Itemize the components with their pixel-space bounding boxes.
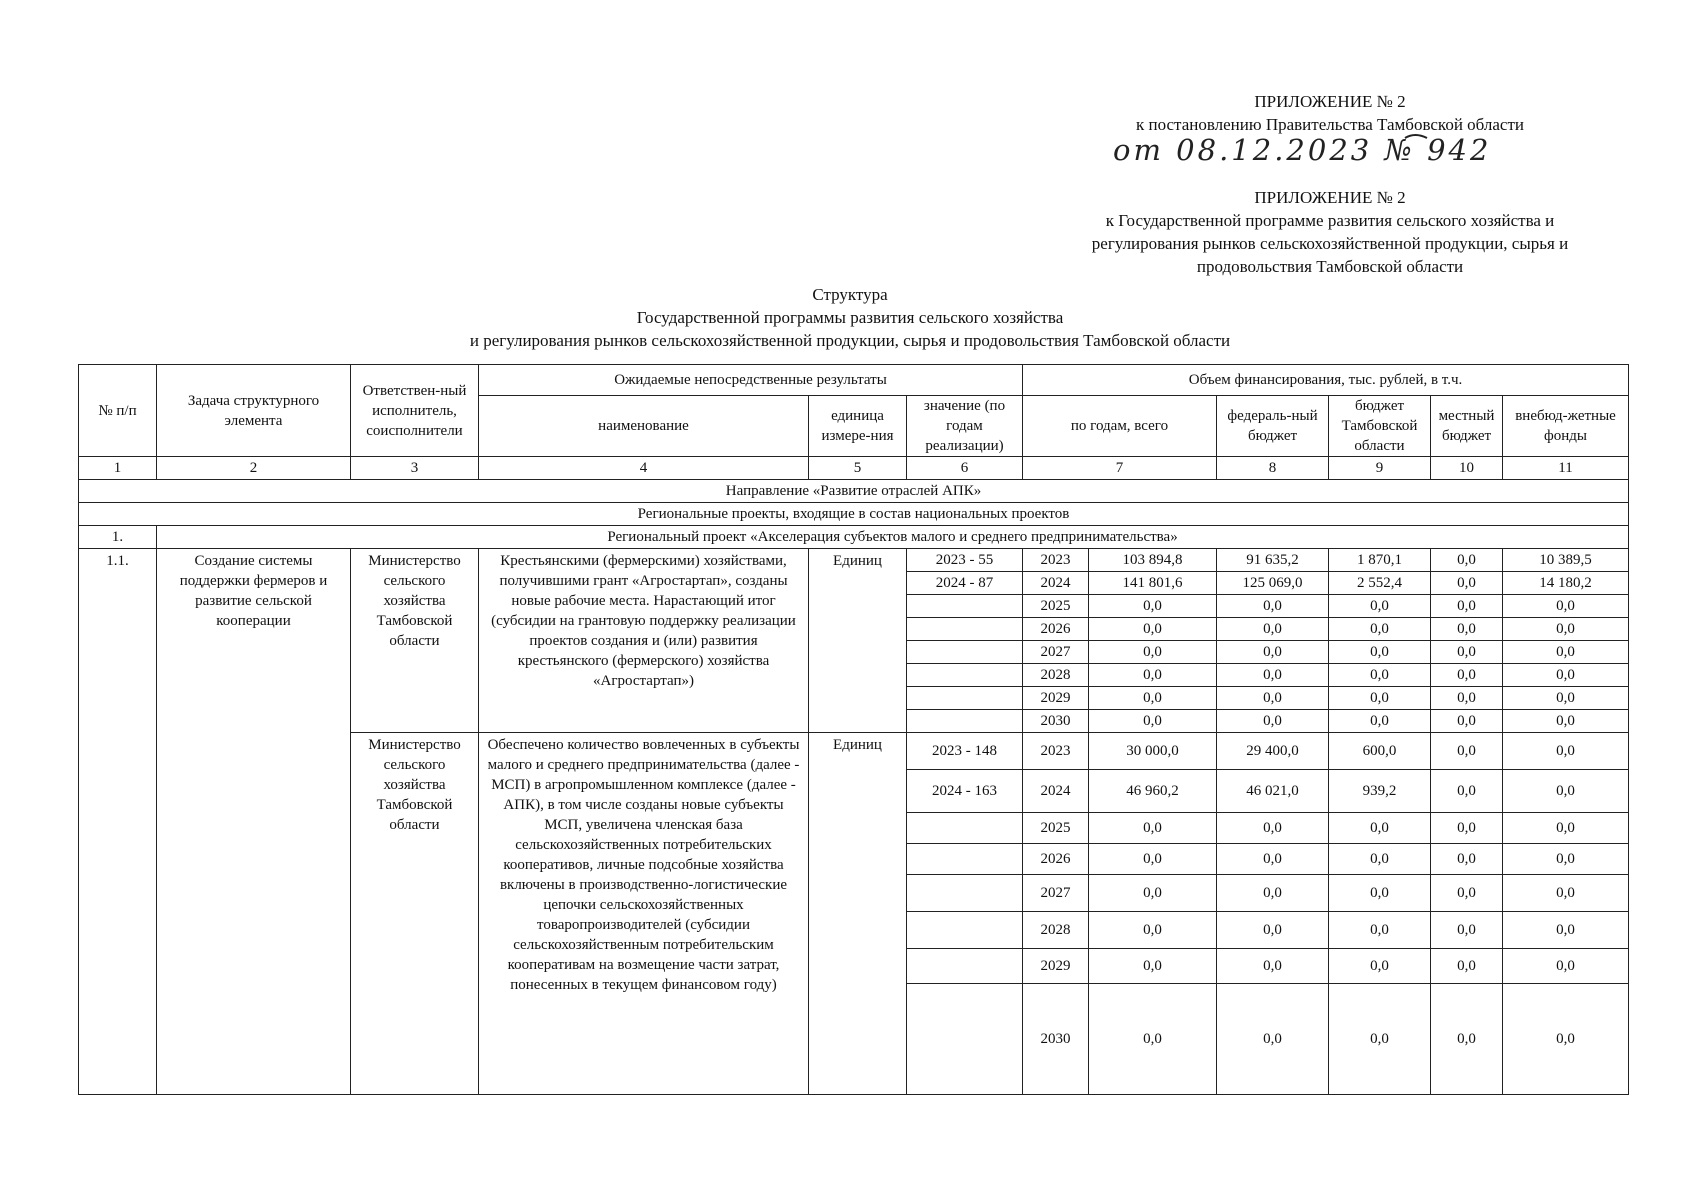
value-cell [907, 687, 1023, 710]
column-number: 3 [351, 457, 479, 480]
regional-cell: 0,0 [1329, 618, 1431, 641]
federal-cell: 0,0 [1217, 813, 1329, 844]
year-cell: 2029 [1023, 949, 1089, 984]
federal-cell: 0,0 [1217, 664, 1329, 687]
year-cell: 2024 [1023, 770, 1089, 813]
total-cell: 0,0 [1089, 664, 1217, 687]
year-cell: 2024 [1023, 572, 1089, 595]
local-cell: 0,0 [1431, 949, 1503, 984]
total-cell: 0,0 [1089, 949, 1217, 984]
title-line: Государственной программы развития сельского хозяйства [636, 308, 1064, 327]
total-cell: 0,0 [1089, 912, 1217, 949]
local-cell: 0,0 [1431, 813, 1503, 844]
local-cell: 0,0 [1431, 875, 1503, 912]
project-number: 1. [79, 526, 157, 549]
local-cell: 0,0 [1431, 912, 1503, 949]
offbudget-cell: 0,0 [1503, 912, 1629, 949]
value-cell [907, 664, 1023, 687]
block2-result: Обеспечено количество вовлеченных в субъекты малого и среднего предпринимательства (далее - МСП) в агропромышленном комплексе (далее - АПК), в том числе созданы новые субъекты МСП, увеличена членская база сельскохозяйственных потребительских кооперативов, личные подсобные хозяйства включены в производственно-логистические цепочки сельскохозяйственных товаропроизводителей (субсидии сельскохозяйственным потребительским кооперативам на возмещение части затрат, понесенных в текущем финансовом году) [479, 733, 809, 1095]
federal-cell: 91 635,2 [1217, 549, 1329, 572]
appendix-subtitle: к Государственной программе развития сельского хозяйства и [1105, 211, 1555, 230]
total-cell: 30 000,0 [1089, 733, 1217, 770]
regional-cell: 600,0 [1329, 733, 1431, 770]
regional-cell: 0,0 [1329, 844, 1431, 875]
value-cell [907, 949, 1023, 984]
total-cell: 0,0 [1089, 618, 1217, 641]
header-financing: Объем финансирования, тыс. рублей, в т.ч. [1023, 365, 1629, 396]
offbudget-cell: 0,0 [1503, 710, 1629, 733]
column-number: 9 [1329, 457, 1431, 480]
offbudget-cell: 10 389,5 [1503, 549, 1629, 572]
offbudget-cell: 0,0 [1503, 618, 1629, 641]
offbudget-cell: 0,0 [1503, 813, 1629, 844]
offbudget-cell: 14 180,2 [1503, 572, 1629, 595]
federal-cell: 125 069,0 [1217, 572, 1329, 595]
value-cell [907, 641, 1023, 664]
task-name: Создание системы поддержки фермеров и развитие сельской кооперации [157, 549, 351, 1095]
regional-cell: 0,0 [1329, 687, 1431, 710]
block1-result: Крестьянскими (фермерскими) хозяйствами, получившими грант «Агростартап», созданы новые рабочие места. Нарастающий итог (субсидии на грантовую поддержку реализации проектов создания и (или) развития крестьянского (фермерского) хозяйства «Агростартап») [479, 549, 809, 733]
year-cell: 2027 [1023, 641, 1089, 664]
appendix-subtitle: к постановлению Правительства Тамбовской области [1135, 115, 1525, 134]
federal-cell: 29 400,0 [1217, 733, 1329, 770]
year-cell: 2026 [1023, 618, 1089, 641]
value-cell [907, 875, 1023, 912]
value-cell [907, 595, 1023, 618]
federal-cell: 0,0 [1217, 641, 1329, 664]
value-cell: 2024 - 163 [907, 770, 1023, 813]
federal-cell: 0,0 [1217, 595, 1329, 618]
regional-projects-row: Региональные проекты, входящие в состав национальных проектов [79, 503, 1629, 526]
regional-cell: 0,0 [1329, 664, 1431, 687]
federal-cell: 0,0 [1217, 687, 1329, 710]
project-name: Региональный проект «Акселерация субъектов малого и среднего предпринимательства» [157, 526, 1629, 549]
block2-executor: Министерство сельского хозяйства Тамбовской области [351, 733, 479, 1095]
offbudget-cell: 0,0 [1503, 664, 1629, 687]
document-title [300, 283, 1400, 352]
year-cell: 2025 [1023, 595, 1089, 618]
federal-cell: 0,0 [1217, 912, 1329, 949]
federal-cell: 0,0 [1217, 984, 1329, 1095]
year-cell: 2030 [1023, 710, 1089, 733]
regional-cell: 0,0 [1329, 641, 1431, 664]
header-value: значение (по годам реализации) [907, 396, 1023, 457]
header-unit: единица измере-ния [809, 396, 907, 457]
svg-text:от 08.12.2023 № 942: от 08.12.2023 № 942 [1113, 133, 1492, 167]
total-cell: 0,0 [1089, 710, 1217, 733]
value-cell [907, 618, 1023, 641]
appendix-subtitle: регулирования рынков сельскохозяйственной продукции, сырья и [1091, 234, 1569, 253]
federal-cell: 0,0 [1217, 875, 1329, 912]
regional-cell: 0,0 [1329, 813, 1431, 844]
regional-cell: 2 552,4 [1329, 572, 1431, 595]
offbudget-cell: 0,0 [1503, 595, 1629, 618]
year-cell: 2030 [1023, 984, 1089, 1095]
federal-cell: 0,0 [1217, 618, 1329, 641]
offbudget-cell: 0,0 [1503, 733, 1629, 770]
total-cell: 141 801,6 [1089, 572, 1217, 595]
column-number: 4 [479, 457, 809, 480]
local-cell: 0,0 [1431, 710, 1503, 733]
regional-cell: 0,0 [1329, 912, 1431, 949]
local-cell: 0,0 [1431, 770, 1503, 813]
appendix-number: ПРИЛОЖЕНИЕ № 2 [1254, 92, 1406, 111]
column-number: 1 [79, 457, 157, 480]
header-num: № п/п [79, 365, 157, 457]
header-expected-results: Ожидаемые непосредственные результаты [479, 365, 1023, 396]
offbudget-cell: 0,0 [1503, 875, 1629, 912]
local-cell: 0,0 [1431, 733, 1503, 770]
header-executor: Ответствен-ный исполнитель, соисполнители [351, 365, 479, 457]
local-cell: 0,0 [1431, 844, 1503, 875]
appendix-subtitle: продовольствия Тамбовской области [1196, 257, 1464, 276]
value-cell [907, 912, 1023, 949]
value-cell: 2023 - 55 [907, 549, 1023, 572]
header-task: Задача структурного элемента [157, 365, 351, 457]
year-cell: 2025 [1023, 813, 1089, 844]
federal-cell: 0,0 [1217, 949, 1329, 984]
appendix-number: ПРИЛОЖЕНИЕ № 2 [1254, 188, 1406, 207]
header-offbudget: внебюд-жетные фонды [1503, 396, 1629, 457]
value-cell [907, 844, 1023, 875]
regional-cell: 939,2 [1329, 770, 1431, 813]
local-cell: 0,0 [1431, 641, 1503, 664]
federal-cell: 46 021,0 [1217, 770, 1329, 813]
year-cell: 2028 [1023, 664, 1089, 687]
federal-cell: 0,0 [1217, 844, 1329, 875]
federal-cell: 0,0 [1217, 710, 1329, 733]
local-cell: 0,0 [1431, 549, 1503, 572]
value-cell [907, 813, 1023, 844]
column-number: 2 [157, 457, 351, 480]
header-local: местный бюджет [1431, 396, 1503, 457]
regional-cell: 0,0 [1329, 984, 1431, 1095]
handwritten-signature [1105, 130, 1525, 172]
column-number: 6 [907, 457, 1023, 480]
header-federal: федераль-ный бюджет [1217, 396, 1329, 457]
block1-executor: Министерство сельского хозяйства Тамбовской области [351, 549, 479, 733]
value-cell [907, 710, 1023, 733]
total-cell: 0,0 [1089, 813, 1217, 844]
year-cell: 2023 [1023, 549, 1089, 572]
total-cell: 46 960,2 [1089, 770, 1217, 813]
offbudget-cell: 0,0 [1503, 770, 1629, 813]
block2-unit: Единиц [809, 733, 907, 1095]
block1-unit: Единиц [809, 549, 907, 733]
year-cell: 2023 [1023, 733, 1089, 770]
structure-table [78, 364, 1629, 1095]
local-cell: 0,0 [1431, 687, 1503, 710]
offbudget-cell: 0,0 [1503, 641, 1629, 664]
local-cell: 0,0 [1431, 664, 1503, 687]
total-cell: 0,0 [1089, 595, 1217, 618]
value-cell [907, 984, 1023, 1095]
column-number: 11 [1503, 457, 1629, 480]
offbudget-cell: 0,0 [1503, 844, 1629, 875]
regional-cell: 0,0 [1329, 595, 1431, 618]
task-number: 1.1. [79, 549, 157, 1095]
local-cell: 0,0 [1431, 984, 1503, 1095]
title-line: и регулирования рынков сельскохозяйственной продукции, сырья и продовольствия Тамбовской области [469, 331, 1231, 350]
regional-cell: 0,0 [1329, 949, 1431, 984]
year-cell: 2029 [1023, 687, 1089, 710]
total-cell: 0,0 [1089, 641, 1217, 664]
local-cell: 0,0 [1431, 572, 1503, 595]
offbudget-cell: 0,0 [1503, 984, 1629, 1095]
column-number: 5 [809, 457, 907, 480]
header-name: наименование [479, 396, 809, 457]
total-cell: 0,0 [1089, 984, 1217, 1095]
local-cell: 0,0 [1431, 618, 1503, 641]
year-cell: 2028 [1023, 912, 1089, 949]
offbudget-cell: 0,0 [1503, 687, 1629, 710]
total-cell: 0,0 [1089, 687, 1217, 710]
appendix-header-program [1030, 186, 1630, 278]
total-cell: 0,0 [1089, 875, 1217, 912]
value-cell: 2023 - 148 [907, 733, 1023, 770]
year-cell: 2026 [1023, 844, 1089, 875]
handwritten-date-number [1105, 130, 1525, 172]
local-cell: 0,0 [1431, 595, 1503, 618]
column-number: 8 [1217, 457, 1329, 480]
regional-cell: 0,0 [1329, 875, 1431, 912]
direction-row: Направление «Развитие отраслей АПК» [79, 480, 1629, 503]
year-cell: 2027 [1023, 875, 1089, 912]
header-total: по годам, всего [1023, 396, 1217, 457]
total-cell: 0,0 [1089, 844, 1217, 875]
regional-cell: 0,0 [1329, 710, 1431, 733]
regional-cell: 1 870,1 [1329, 549, 1431, 572]
value-cell: 2024 - 87 [907, 572, 1023, 595]
offbudget-cell: 0,0 [1503, 949, 1629, 984]
header-regional: бюджет Тамбовской области [1329, 396, 1431, 457]
column-number: 7 [1023, 457, 1217, 480]
column-number: 10 [1431, 457, 1503, 480]
title-line: Структура [812, 285, 888, 304]
total-cell: 103 894,8 [1089, 549, 1217, 572]
